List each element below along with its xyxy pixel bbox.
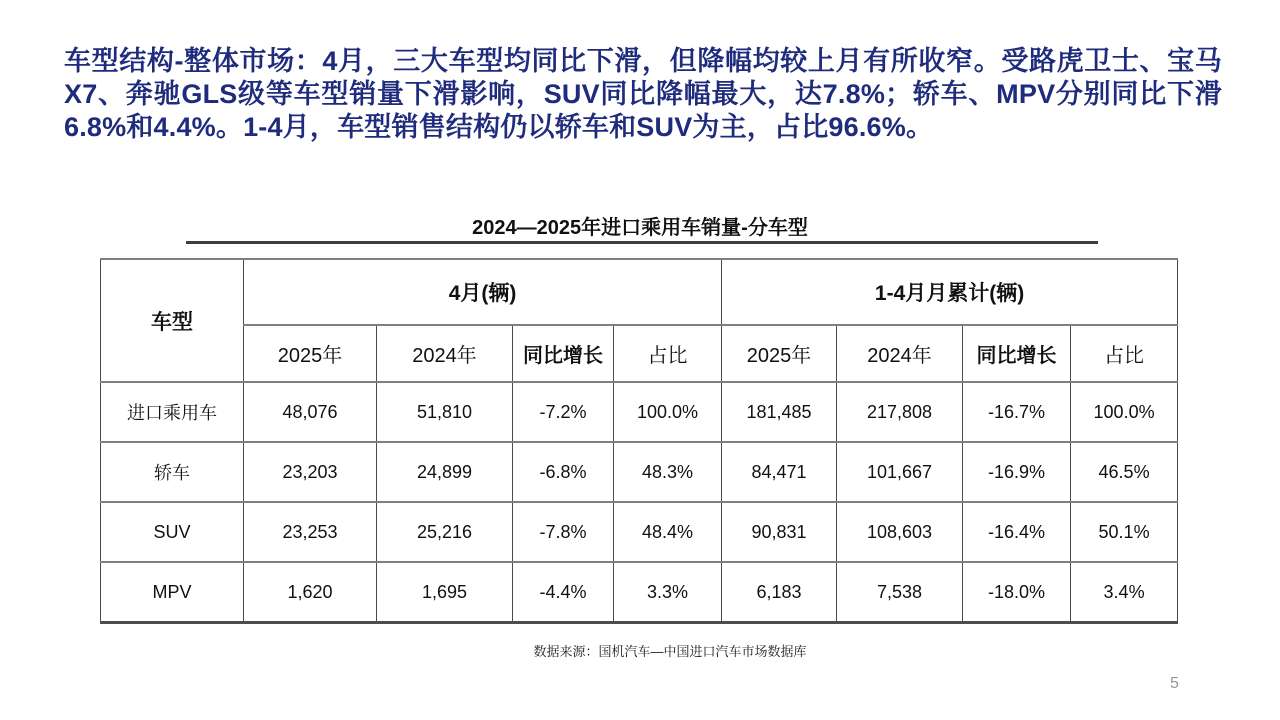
cell: 108,603 [837, 502, 963, 562]
cell-yoy: -16.9% [963, 442, 1071, 502]
sales-table [100, 258, 1178, 624]
sub-header-yoy-cumulative: 同比增长 [963, 325, 1071, 382]
sub-header-yoy-april: 同比增长 [513, 325, 614, 382]
table-title-underline [186, 241, 1098, 244]
cell: 7,538 [837, 562, 963, 623]
sub-header-2024-april: 2024年 [377, 325, 513, 382]
cell-yoy: -7.8% [513, 502, 614, 562]
cell: 51,810 [377, 382, 513, 442]
sub-header-share-cumulative: 占比 [1071, 325, 1178, 382]
row-label: MPV [101, 562, 244, 623]
cell: 3.3% [614, 562, 722, 623]
cell-yoy: -6.8% [513, 442, 614, 502]
page-number: 5 [1170, 675, 1179, 692]
data-source-note: 数据来源：国机汽车—中国进口汽车市场数据库 [533, 644, 807, 659]
row-label: 进口乘用车 [101, 382, 244, 442]
table-row-suv [101, 502, 1178, 562]
table-corner-header: 车型 [101, 259, 244, 382]
cell: 100.0% [614, 382, 722, 442]
table-row-sedan [101, 442, 1178, 502]
sub-header-share-april: 占比 [614, 325, 722, 382]
cell: 23,253 [244, 502, 377, 562]
cell: 6,183 [722, 562, 837, 623]
cell: 23,203 [244, 442, 377, 502]
cell: 25,216 [377, 502, 513, 562]
cell: 46.5% [1071, 442, 1178, 502]
cell: 24,899 [377, 442, 513, 502]
slide-headline: 车型结构-整体市场：4月，三大车型均同比下滑，但降幅均较上月有所收窄。受路虎卫士、宝马X7、奔驰GLS级等车型销量下滑影响，SUV同比降幅最大，达7.8%；轿车、MPV分别同比下滑6.8%和4.4%。1-4月，车型销售结构仍以轿车和SUV为主，占比96.6%。 [64, 46, 1222, 142]
cell: 48.3% [614, 442, 722, 502]
cell: 181,485 [722, 382, 837, 442]
cell: 100.0% [1071, 382, 1178, 442]
cell-yoy: -18.0% [963, 562, 1071, 623]
cell: 1,695 [377, 562, 513, 623]
cell: 50.1% [1071, 502, 1178, 562]
table-row-imported-total [101, 382, 1178, 442]
cell: 101,667 [837, 442, 963, 502]
row-label: 轿车 [101, 442, 244, 502]
sub-header-2025-cumulative: 2025年 [722, 325, 837, 382]
table-group-header-row [101, 259, 1178, 325]
table-title: 2024—2025年进口乘用车销量-分车型 [472, 217, 808, 239]
cell-yoy: -16.4% [963, 502, 1071, 562]
cell-yoy: -7.2% [513, 382, 614, 442]
cell: 217,808 [837, 382, 963, 442]
cell: 48,076 [244, 382, 377, 442]
sub-header-2025-april: 2025年 [244, 325, 377, 382]
cell-yoy: -4.4% [513, 562, 614, 623]
row-label: SUV [101, 502, 244, 562]
cell-yoy: -16.7% [963, 382, 1071, 442]
cell: 3.4% [1071, 562, 1178, 623]
sub-header-2024-cumulative: 2024年 [837, 325, 963, 382]
table-sub-header-row [101, 325, 1178, 382]
cell: 84,471 [722, 442, 837, 502]
cell: 48.4% [614, 502, 722, 562]
table-row-mpv [101, 562, 1178, 623]
table-group-header-april: 4月(辆) [244, 259, 722, 325]
table-group-header-cumulative: 1-4月月累计(辆) [722, 259, 1178, 325]
cell: 1,620 [244, 562, 377, 623]
cell: 90,831 [722, 502, 837, 562]
